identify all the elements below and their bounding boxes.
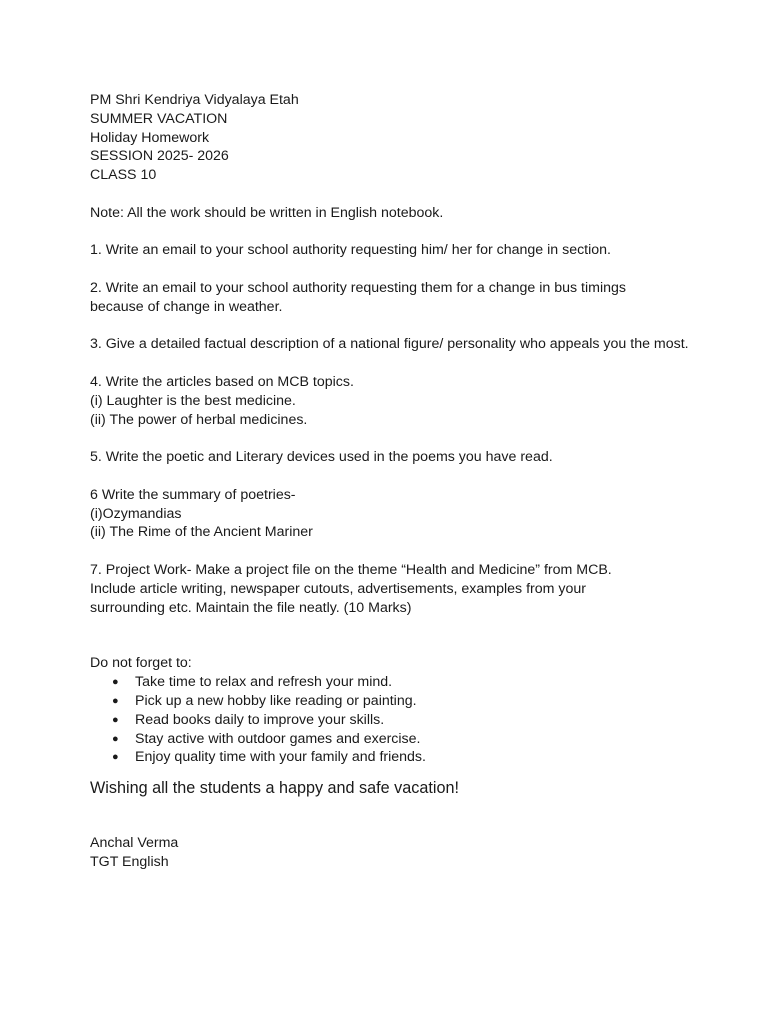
school-name: PM Shri Kendriya Vidyalaya Etah — [90, 92, 299, 108]
bullet-icon: ● — [112, 694, 119, 707]
reminders-heading: Do not forget to: — [90, 655, 192, 672]
list-item: ● Pick up a new hobby like reading or painting. — [112, 692, 417, 709]
class-label: CLASS 10 — [90, 167, 157, 184]
task-4-heading: 4. Write the articles based on MCB topics. — [90, 373, 354, 390]
document-page — [90, 91, 690, 872]
task-3: 3. Give a detailed factual description of a national figure/ personality who appeals you the most. — [90, 336, 689, 353]
task-6-item: (ii) The Rime of the Ancient Mariner — [90, 524, 313, 541]
bullet-icon: ● — [112, 713, 119, 726]
bullet-icon: ● — [112, 676, 119, 689]
task-5: 5. Write the poetic and Literary devices used in the poems you have read. — [90, 449, 553, 466]
document-title: SUMMER VACATION — [90, 110, 228, 127]
document-subtitle: Holiday Homework — [90, 129, 210, 146]
task-2: 2. Write an email to your school authority requesting them for a change in bus timings because of change in weather. — [90, 279, 626, 315]
task-4 — [90, 373, 690, 429]
task-1: 1. Write an email to your school authority requesting him/ her for change in section. — [90, 242, 612, 259]
closing-wish: Wishing all the students a happy and safe vacation! — [90, 779, 459, 798]
task-4-item: (i) Laughter is the best medicine. — [90, 392, 296, 409]
signature-designation: TGT English — [90, 853, 169, 870]
task-7-project-work: 7. Project Work- Make a project file on the theme “Health and Medicine” from MCB. Include article writing, newspaper cutouts, advertisements, examples from your surrounding etc. Maintain the file neatly. (10 Marks) — [90, 561, 612, 616]
document-header — [90, 91, 690, 185]
reminders-list — [90, 673, 690, 767]
list-item: ● Enjoy quality time with your family and friends. — [112, 749, 426, 766]
list-item: ● Stay active with outdoor games and exercise. — [112, 730, 421, 747]
note: Note: All the work should be written in English notebook. — [90, 204, 444, 221]
list-item: ● Take time to relax and refresh your mind. — [112, 674, 393, 691]
reminders-section — [90, 654, 690, 767]
task-6-heading: 6 Write the summary of poetries- — [90, 486, 296, 503]
task-4-item: (ii) The power of herbal medicines. — [90, 411, 308, 428]
signature-block — [90, 834, 690, 872]
session-label: SESSION 2025- 2026 — [90, 148, 229, 165]
bullet-icon: ● — [112, 751, 119, 764]
task-6-item: (i)Ozymandias — [90, 505, 182, 522]
list-item: ● Read books daily to improve your skills. — [112, 711, 385, 728]
signature-name: Anchal Verma — [90, 835, 179, 852]
task-6 — [90, 486, 690, 542]
bullet-icon: ● — [112, 732, 119, 745]
